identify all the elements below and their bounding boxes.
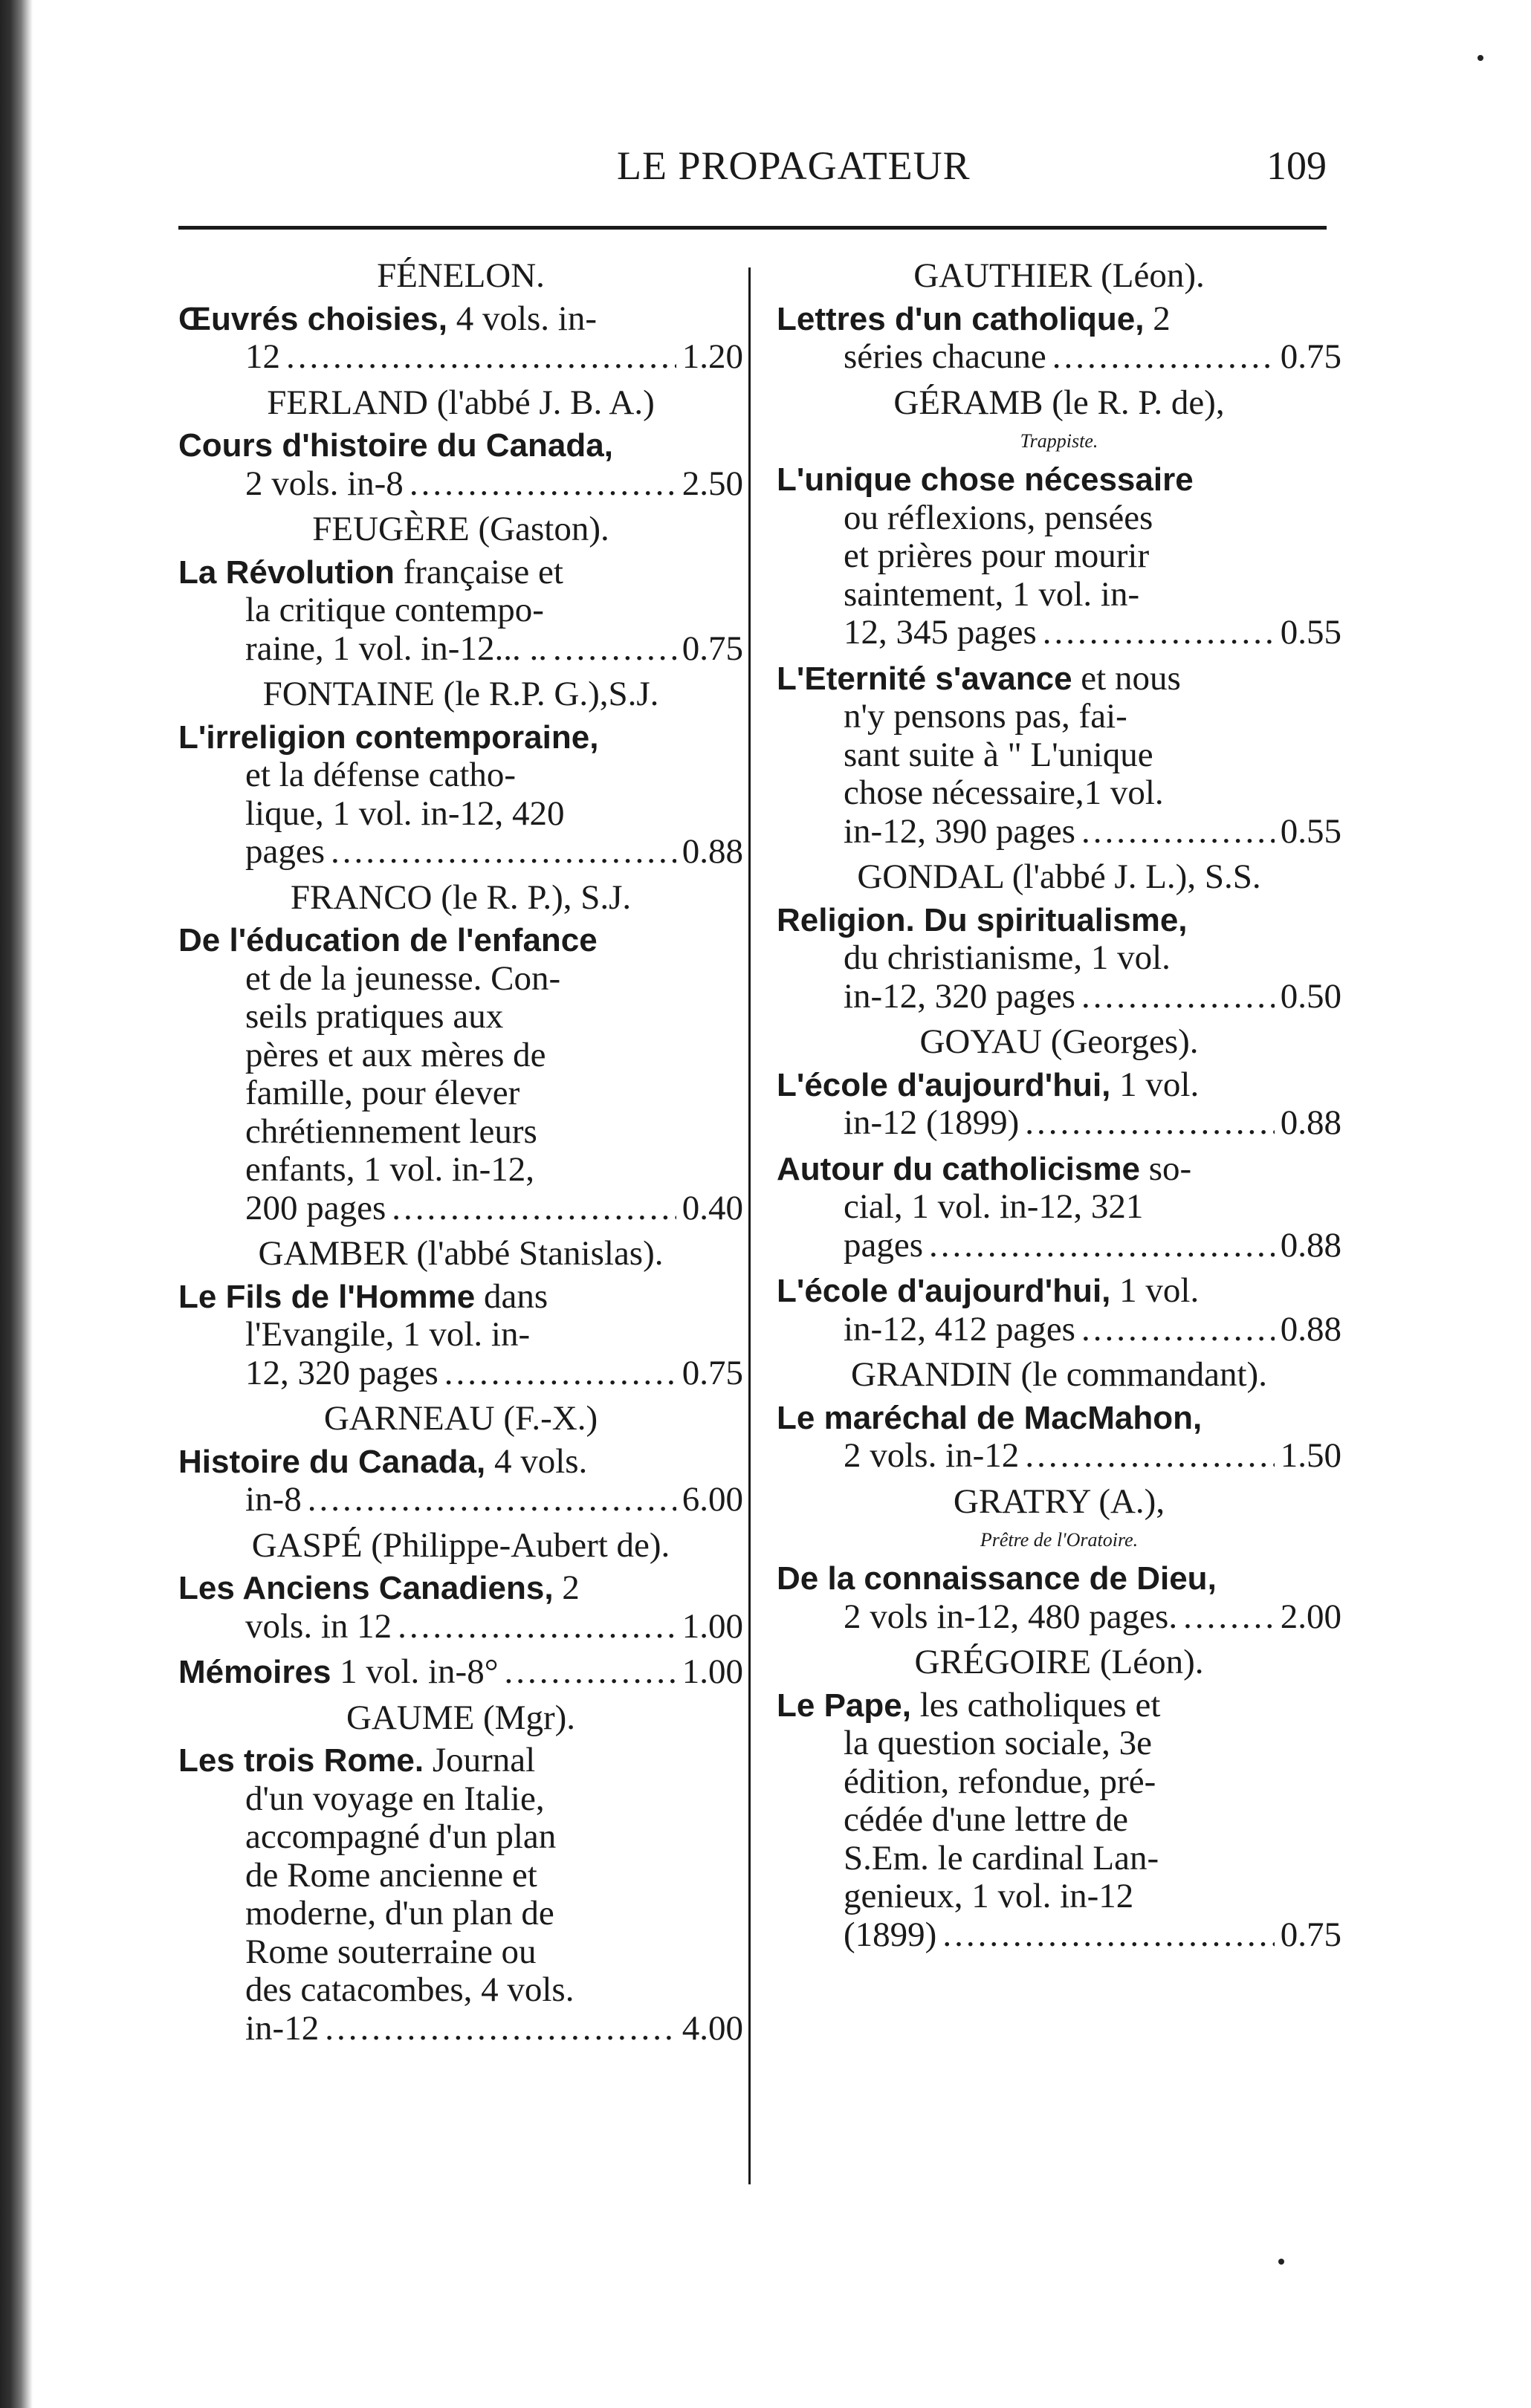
book-spine-shadow: [0, 0, 33, 2408]
catalog-entry: [178, 1235, 743, 1392]
work-price-line: [178, 1190, 743, 1228]
work-first-line: [178, 426, 743, 465]
work-detail-line: édition, refondue, pré-: [844, 1762, 1156, 1801]
work-first-line: [777, 461, 1341, 499]
work-title: Histoire du Canada,: [178, 1443, 486, 1480]
work-listing: [178, 1569, 743, 1646]
work-detail-text: 12, 320 pages: [245, 1353, 438, 1392]
work-title: L'Eternité s'avance: [777, 660, 1072, 697]
work-price: 0.75: [682, 1353, 743, 1392]
leader-dots: [1081, 1311, 1275, 1349]
right-column: [777, 257, 1341, 1961]
author-heading: FERLAND (l'abbé J. B. A.): [267, 383, 655, 422]
work-detail-line: d'un voyage en Italie,: [245, 1779, 545, 1818]
work-first-line: [777, 300, 1341, 339]
author-role: Trappiste.: [1020, 430, 1098, 452]
author-heading: GRÉGOIRE (Léon).: [914, 1643, 1204, 1681]
author-heading: GRANDIN (le commandant).: [851, 1355, 1267, 1394]
work-detail-text: 200 pages: [245, 1188, 386, 1227]
work-price-line: [178, 1354, 743, 1393]
work-listing: [777, 1399, 1341, 1476]
work-detail-line: de Rome ancienne et: [245, 1855, 537, 1895]
work-detail-line: famille, pour élever: [245, 1074, 520, 1112]
work-listing: [178, 300, 743, 377]
work-detail-text: vols. in 12: [245, 1606, 392, 1646]
work-first-line: [178, 1569, 743, 1608]
leader-dots: [942, 1916, 1274, 1955]
work-listing: [777, 461, 1341, 652]
work-detail-text: 2 vols. in-8: [245, 464, 404, 503]
print-speck: [1477, 55, 1483, 61]
leader-dots: [1025, 1437, 1274, 1476]
work-title: Cours d'histoire du Canada,: [178, 427, 613, 464]
work-first-line: [178, 718, 743, 757]
work-title: De la connaissance de Dieu,: [777, 1560, 1217, 1597]
work-title: La Révolution: [178, 554, 395, 591]
work-price: 0.55: [1280, 613, 1341, 652]
author-heading: FÉNELON.: [377, 256, 545, 295]
work-price: 0.75: [1280, 1915, 1341, 1954]
work-title: De l'éducation de l'enfance: [178, 922, 598, 958]
catalog-entry: [777, 1643, 1341, 1954]
work-title: L'école d'aujourd'hui,: [777, 1066, 1111, 1103]
work-detail-line: S.Em. le cardinal Lan-: [844, 1838, 1159, 1878]
work-price: 2.50: [682, 464, 743, 503]
work-detail-line: et prières pour mourir: [844, 536, 1150, 575]
work-detail-line: cial, 1 vol. in-12, 321: [844, 1187, 1144, 1226]
work-price: 0.40: [682, 1188, 743, 1227]
work-listing: [777, 1150, 1341, 1265]
work-detail-line: et de la jeunesse. Con-: [245, 958, 561, 998]
catalog-entry: [178, 675, 743, 872]
work-listing: [777, 1066, 1341, 1143]
work-price: 1.00: [682, 1652, 743, 1691]
leader-dots: [1025, 1104, 1274, 1143]
work-detail-text: pages: [844, 1225, 924, 1265]
work-detail-line: sant suite à " L'unique: [844, 735, 1153, 774]
left-column: [178, 257, 743, 2055]
work-details: 1 vol.: [1110, 1271, 1200, 1310]
author-heading: GRATRY (A.),: [953, 1482, 1165, 1521]
work-title: Les trois Rome.: [178, 1742, 424, 1779]
work-listing: [178, 1443, 743, 1519]
work-price-line: [777, 1598, 1341, 1637]
work-listing: [178, 554, 743, 669]
catalog-entry: [178, 510, 743, 668]
leader-dots: [410, 465, 676, 504]
work-price: 4.00: [682, 2008, 743, 2048]
work-price: 0.88: [1280, 1225, 1341, 1265]
work-listing: [178, 1742, 743, 2048]
author-heading: FRANCO (le R. P.), S.J.: [290, 877, 632, 917]
work-detail-text: in-8: [245, 1480, 302, 1519]
work-detail-line: saintement, 1 vol. in-: [844, 574, 1140, 614]
work-detail-text: in-12, 320 pages: [844, 976, 1075, 1016]
author-heading: GAUME (Mgr).: [346, 1698, 576, 1737]
work-detail-text: in-12, 412 pages: [844, 1309, 1075, 1349]
work-first-line: [178, 1278, 743, 1317]
catalog-entry: [777, 257, 1341, 377]
work-title: Les Anciens Canadiens,: [178, 1570, 554, 1606]
work-price: 0.75: [682, 629, 743, 668]
running-title: LE PROPAGATEUR: [617, 143, 971, 188]
work-price-line: [777, 1227, 1341, 1265]
work-details: dans: [475, 1276, 548, 1316]
author-heading: FONTAINE (le R.P. G.),S.J.: [262, 675, 659, 713]
work-listing: [777, 1560, 1341, 1636]
work-first-line: [178, 921, 743, 960]
work-first-line: [777, 1272, 1341, 1311]
work-listing: [777, 1272, 1341, 1349]
work-detail-line: pères et aux mères de: [245, 1035, 546, 1074]
work-listing: [777, 660, 1341, 851]
work-listing: [777, 1687, 1341, 1955]
work-first-line: [178, 554, 743, 592]
work-price-line: [178, 2010, 743, 2048]
work-title: Autour du catholicisme: [777, 1150, 1140, 1187]
work-listing: [178, 1653, 743, 1692]
work-title: Mémoires: [178, 1654, 331, 1690]
catalog-entry: [777, 1356, 1341, 1476]
work-details: 2: [1144, 299, 1171, 338]
catalog-entry: [178, 257, 743, 377]
work-detail-text: 12, 345 pages: [844, 613, 1037, 652]
column-divider: [748, 267, 751, 2184]
work-detail-line: moderne, d'un plan de: [245, 1894, 554, 1932]
work-detail-line: chrétiennement leurs: [245, 1111, 537, 1151]
work-price: 2.00: [1280, 1597, 1341, 1636]
leader-dots: [444, 1354, 676, 1393]
work-details: 1 vol. in-8°: [331, 1652, 499, 1691]
work-price: 0.88: [682, 832, 743, 871]
work-details: les catholiques et: [910, 1685, 1161, 1724]
work-price-line: [178, 833, 743, 872]
work-detail-line: ou réflexions, pensées: [844, 498, 1153, 537]
work-detail-line: genieux, 1 vol. in-12: [844, 1877, 1134, 1915]
page-header: [178, 143, 1327, 195]
leader-dots: [553, 630, 676, 669]
work-price-line: [178, 338, 743, 377]
author-role: Prêtre de l'Oratoire.: [980, 1529, 1139, 1551]
work-price: 0.50: [1280, 976, 1341, 1016]
work-details: 2: [553, 1568, 580, 1607]
header-rule: [178, 226, 1327, 230]
work-first-line: [777, 1066, 1341, 1105]
author-heading: GÉRAMB (le R. P. de),: [893, 383, 1225, 422]
work-detail-line: du christianisme, 1 vol.: [844, 938, 1171, 977]
work-detail-text: 2 vols in-12, 480 pages.: [844, 1597, 1178, 1636]
author-heading: GAMBER (l'abbé Stanislas).: [258, 1234, 664, 1273]
work-title: L'école d'aujourd'hui,: [777, 1273, 1111, 1309]
work-detail-line: la question sociale, 3e: [844, 1724, 1153, 1762]
leader-dots: [1043, 614, 1275, 652]
work-first-line: [178, 1742, 743, 1780]
catalog-entry: [178, 1400, 743, 1519]
work-price-line: [777, 1916, 1341, 1955]
leader-dots: [505, 1653, 676, 1692]
work-title: L'unique chose nécessaire: [777, 461, 1194, 498]
work-details: française et: [394, 552, 563, 591]
author-heading: GAUTHIER (Léon).: [913, 256, 1205, 295]
work-price-line: [178, 1481, 743, 1519]
work-detail-line: cédée d'une lettre de: [844, 1800, 1128, 1839]
work-first-line: [777, 901, 1341, 940]
work-listing: [178, 426, 743, 503]
work-price-line: [777, 1311, 1341, 1349]
work-title: L'irreligion contemporaine,: [178, 718, 599, 756]
work-first-line: [777, 1399, 1341, 1438]
work-detail-text: in-12: [245, 2008, 320, 2048]
work-detail-line: lique, 1 vol. in-12, 420: [245, 794, 565, 833]
work-detail-line: enfants, 1 vol. in-12,: [245, 1150, 534, 1189]
work-first-line: [777, 1560, 1341, 1598]
work-price-line: [777, 1104, 1341, 1143]
work-price: 0.88: [1280, 1309, 1341, 1349]
work-price-line: [777, 813, 1341, 851]
catalog-entry: [777, 1023, 1341, 1349]
work-detail-text: 2 vols. in-12: [844, 1436, 1020, 1475]
work-price: 0.75: [1280, 337, 1341, 376]
author-heading: FEUGÈRE (Gaston).: [312, 510, 609, 548]
work-price-line: [178, 465, 743, 504]
work-detail-line: des catacombes, 4 vols.: [245, 1970, 574, 2009]
work-detail-line: accompagné d'un plan: [245, 1817, 557, 1856]
work-detail-text: raine, 1 vol. in-12... ..: [245, 629, 547, 668]
work-detail-text: in-12, 390 pages: [844, 811, 1075, 851]
work-detail-text: séries chacune: [844, 337, 1046, 376]
work-detail-text: in-12 (1899): [844, 1103, 1020, 1142]
work-first-line: [178, 300, 743, 339]
work-details: 4 vols.: [485, 1441, 588, 1481]
work-detail-line: n'y pensons pas, fai-: [844, 697, 1127, 736]
work-first-line: [777, 660, 1341, 698]
work-detail-line: chose nécessaire,1 vol.: [844, 773, 1164, 812]
work-title: Religion. Du spiritualisme,: [777, 901, 1188, 938]
work-details: et nous: [1072, 658, 1181, 698]
work-detail-line: seils pratiques aux: [245, 997, 504, 1036]
work-title: Le Pape,: [777, 1687, 911, 1724]
work-price: 0.88: [1280, 1103, 1341, 1142]
leader-dots: [308, 1481, 676, 1519]
print-speck: [1278, 2259, 1284, 2265]
work-title: Le Fils de l'Homme: [178, 1278, 476, 1315]
leader-dots: [1052, 338, 1275, 377]
work-price-line: [178, 630, 743, 669]
work-first-line: [178, 1653, 743, 1692]
work-detail-text: (1899): [844, 1915, 937, 1954]
work-price: 0.55: [1280, 811, 1341, 851]
leader-dots: [929, 1227, 1275, 1265]
work-detail-line: la critique contempo-: [245, 591, 544, 629]
leader-dots: [286, 338, 676, 377]
catalog-entry: [178, 1699, 743, 2048]
work-first-line: [178, 1443, 743, 1482]
work-listing: [777, 901, 1341, 1016]
work-first-line: [777, 1150, 1341, 1189]
catalog-entry: [178, 879, 743, 1228]
work-price: 1.00: [682, 1606, 743, 1646]
catalog-entry: [178, 384, 743, 504]
catalog-entry: [777, 858, 1341, 1016]
leader-dots: [1081, 978, 1275, 1016]
work-listing: [178, 718, 743, 872]
work-details: Journal: [424, 1741, 536, 1779]
author-heading: GASPÉ (Philippe-Aubert de).: [251, 1525, 670, 1565]
work-first-line: [777, 1687, 1341, 1725]
leader-dots: [398, 1608, 676, 1646]
work-price: 1.20: [682, 337, 743, 376]
page-number: 109: [1266, 143, 1327, 188]
work-title: Le maréchal de MacMahon,: [777, 1399, 1203, 1436]
author-heading: GONDAL (l'abbé J. L.), S.S.: [857, 857, 1261, 896]
work-details: 4 vols. in-: [447, 299, 598, 338]
catalog-entry: [178, 1527, 743, 1692]
work-price-line: [178, 1608, 743, 1646]
work-listing: [178, 1278, 743, 1393]
work-listing: [777, 300, 1341, 377]
author-heading: GARNEAU (F.-X.): [323, 1399, 598, 1438]
work-detail-text: pages: [245, 832, 326, 871]
leader-dots: [1183, 1598, 1275, 1637]
work-detail-line: l'Evangile, 1 vol. in-: [245, 1315, 531, 1354]
work-price-line: [777, 978, 1341, 1016]
work-listing: [178, 921, 743, 1227]
work-title: Œuvrés choisies,: [178, 300, 447, 337]
work-price-line: [777, 338, 1341, 377]
work-details: so-: [1139, 1149, 1192, 1188]
work-title-text: [178, 1653, 499, 1692]
work-detail-line: Rome souterraine ou: [245, 1932, 537, 1971]
leader-dots: [331, 833, 676, 872]
catalog-entry: [777, 1483, 1341, 1637]
work-price-line: [777, 1437, 1341, 1476]
work-price: 6.00: [682, 1480, 743, 1519]
leader-dots: [392, 1190, 676, 1228]
work-price: 1.50: [1280, 1436, 1341, 1475]
work-detail-line: et la défense catho-: [245, 756, 517, 794]
author-heading: GOYAU (Georges).: [919, 1022, 1199, 1061]
work-title: Lettres d'un catholique,: [777, 300, 1145, 337]
work-details: 1 vol.: [1110, 1065, 1200, 1104]
catalog-entry: [777, 384, 1341, 851]
leader-dots: [325, 2010, 676, 2048]
work-detail-text: 12: [245, 337, 280, 376]
leader-dots: [1081, 813, 1275, 851]
work-price-line: [777, 614, 1341, 652]
